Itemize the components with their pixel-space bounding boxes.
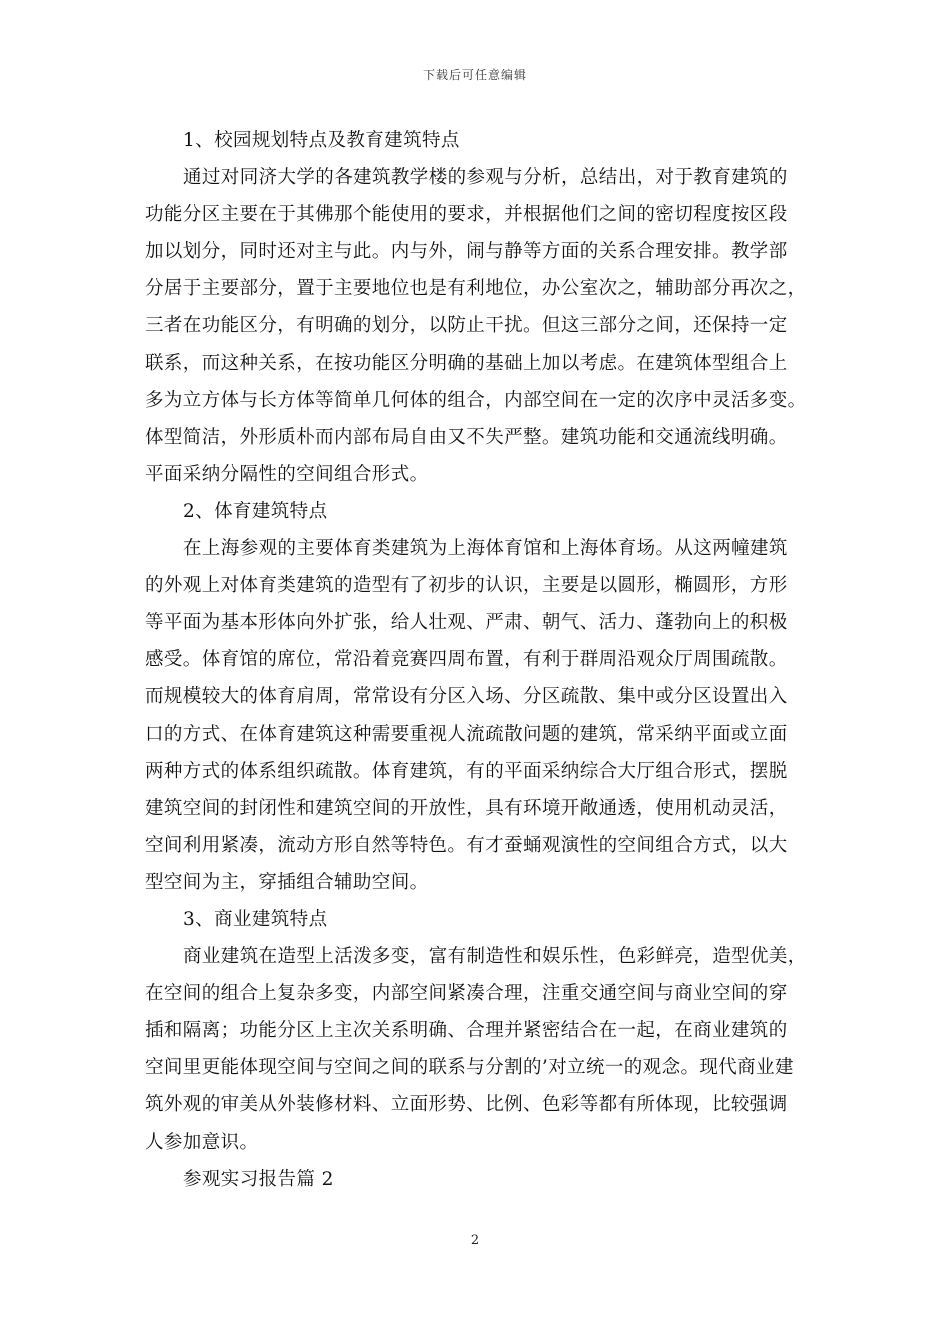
paragraph-line: 多为立方体与长方体等简单几何体的组合，内部空间在一定的次序中灵活多变。 xyxy=(145,389,807,411)
document-body xyxy=(145,122,825,1198)
section-heading: 2、体育建筑特点 xyxy=(183,500,328,522)
paragraph-line: 人参加意识。 xyxy=(145,1131,259,1153)
paragraph-line: 在上海参观的主要体育类建筑为上海体育馆和上海体育场。从这两幢建筑 xyxy=(183,538,788,560)
paragraph-line: 而规模较大的体育肩周，常常设有分区入场、分区疏散、集中或分区设置出入 xyxy=(145,686,788,708)
paragraph-line: 分居于主要部分，置于主要地位也是有利地位，办公室次之，辅助部分再次之， xyxy=(145,278,807,300)
paragraph-line: 建筑空间的封闭性和建筑空间的开放性，具有环境开敞通透，使用机动灵活， xyxy=(145,797,788,819)
paragraph-line: 在空间的组合上复杂多变，内部空间紧凑合理，注重交通空间与商业空间的穿 xyxy=(145,983,788,1005)
paragraph-line: 两种方式的体系组织疏散。体育建筑，有的平面采纳综合大厅组合形式，摆脱 xyxy=(145,760,788,782)
paragraph-line: 通过对同济大学的各建筑教学楼的参观与分析，总结出，对于教育建筑的 xyxy=(183,167,788,189)
paragraph-line: 的外观上对体育类建筑的造型有了初步的认识，主要是以圆形，椭圆形，方形 xyxy=(145,575,788,597)
paragraph-line: 筑外观的审美从外装修材料、立面形势、比例、色彩等都有所体现，比较强调 xyxy=(145,1094,788,1116)
paragraph-line: 口的方式、在体育建筑这种需要重视人流疏散问题的建筑，常采纳平面或立面 xyxy=(145,723,788,745)
page-header: 下载后可任意编辑 xyxy=(422,68,527,82)
paragraph-line: 商业建筑在造型上活泼多变，富有制造性和娱乐性，色彩鲜亮，造型优美， xyxy=(183,946,807,968)
section-heading: 3、商业建筑特点 xyxy=(183,908,328,930)
paragraph-line: 空间利用紧凑，流动方形自然等特色。有才蚕蛹观演性的空间组合方式，以大 xyxy=(145,834,788,856)
page-number: 2 xyxy=(470,1233,480,1248)
paragraph-line: 联系，而这种关系，在按功能区分明确的基础上加以考虑。在建筑体型组合上 xyxy=(145,352,788,374)
section-heading: 1、校园规划特点及教育建筑特点 xyxy=(183,130,460,151)
paragraph-line: 插和隔离；功能分区上主次关系明确、合理并紧密结合在一起，在商业建筑的 xyxy=(145,1020,788,1042)
paragraph-line: 空间里更能体现空间与空间之间的联系与分割的’对立统一的观念。现代商业建 xyxy=(145,1057,794,1079)
paragraph-line: 等平面为基本形体向外扩张，给人壮观、严肃、朝气、活力、蓬勃向上的积极 xyxy=(145,612,788,634)
section-heading: 参观实习报告篇 2 xyxy=(183,1168,334,1190)
paragraph-line: 感受。体育馆的席位，常沿着竞赛四周布置，有利于群周沿观众厅周围疏散。 xyxy=(145,649,788,671)
paragraph-line: 平面采纳分隔性的空间组合形式。 xyxy=(145,463,429,485)
paragraph-line: 型空间为主，穿插组合辅助空间。 xyxy=(145,871,429,893)
paragraph-line: 加以划分，同时还对主与此。内与外，闹与静等方面的关系合理安排。教学部 xyxy=(145,241,788,263)
paragraph-line: 体型简洁，外形质朴而内部布局自由又不失严整。建筑功能和交通流线明确。 xyxy=(145,426,788,448)
paragraph-line: 三者在功能区分，有明确的划分，以防止干扰。但这三部分之间，还保持一定 xyxy=(145,315,788,337)
paragraph-line: 功能分区主要在于其佛那个能使用的要求，并根据他们之间的密切程度按区段 xyxy=(145,204,788,226)
